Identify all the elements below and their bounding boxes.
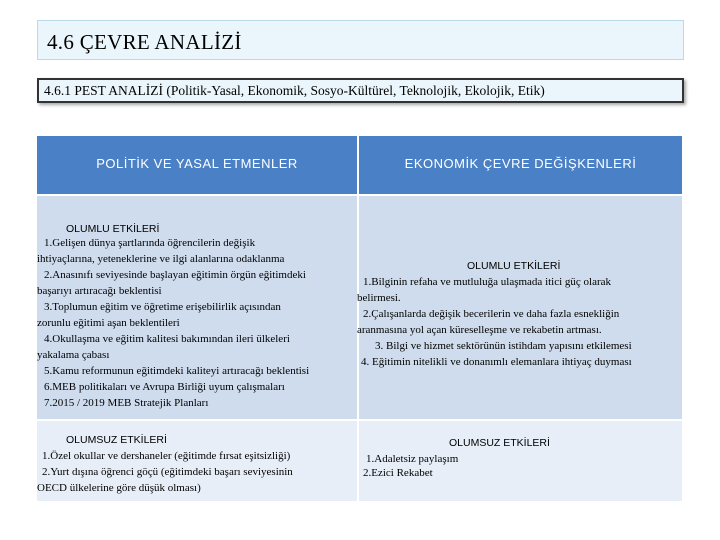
section-title-box [37, 20, 684, 60]
politik-positive-line: 1.Gelişen dünya şartlarında öğrencilerin değişik [44, 237, 256, 249]
ekonomik-positive-line: belirmesi. [357, 292, 401, 304]
politik-positive-line: 5.Kamu reformunun eğitimdeki kaliteyi artıracağı beklentisi [44, 365, 310, 377]
politik-positive-line: 7.2015 / 2019 MEB Stratejik Planları [44, 397, 209, 409]
subsection-title-box [37, 78, 684, 103]
ekonomik-positive-heading: OLUMLU ETKİLERİ [467, 260, 561, 272]
ekonomik-positive-line: 1.Bilginin refaha ve mutluluğa ulaşmada itici güç olarak [363, 276, 612, 288]
ekonomik-positive-line: aranmasına yol açan küreselleşme ve rekabetin artması. [357, 324, 602, 336]
politik-positive-line: 2.Anasınıfı seviyesinde başlayan eğitimin örgün eğitimdeki [44, 269, 306, 281]
ekonomik-positive-line: 3. Bilgi ve hizmet sektörünün istihdam yapısını etkilemesi [375, 340, 632, 352]
ekonomik-positive-line: 4. Eğitimin nitelikli ve donanımlı elemanlara ihtiyaç duyması [361, 356, 632, 368]
politik-positive-heading: OLUMLU ETKİLERİ [66, 223, 160, 235]
politik-positive-line: ihtiyaçlarına, yeteneklerine ve ilgi alanlarına odaklanma [37, 253, 285, 265]
ekonomik-negative-line: 2.Ezici Rekabet [363, 467, 433, 479]
ekonomik-negative-line: 1.Adaletsiz paylaşım [366, 453, 459, 465]
ekonomik-header-label: EKONOMİK ÇEVRE DEĞİŞKENLERİ [404, 156, 637, 171]
subsection-title: 4.6.1 PEST ANALİZİ (Politik-Yasal, Ekonomik, Sosyo-Kültürel, Teknolojik, Ekolojik, Etik) [44, 83, 545, 98]
politik-negative-heading: OLUMSUZ ETKİLERİ [66, 434, 167, 446]
politik-negative-line: 2.Yurt dışına öğrenci göçü (eğitimdeki başarı seviyesinin [42, 466, 293, 478]
politik-positive-line: zorunlu eğitimi aşan beklentileri [37, 317, 180, 329]
politik-header-cell [37, 136, 357, 194]
politik-header-label: POLİTİK VE YASAL ETMENLER [96, 156, 298, 171]
ekonomik-positive-line: 2.Çalışanlarda değişik becerilerin ve daha fazla esnekliğin [363, 308, 620, 320]
politik-positive-line: 3.Toplumun eğitim ve öğretime erişebilirlik açısından [44, 301, 281, 313]
ekonomik-negative-heading: OLUMSUZ ETKİLERİ [449, 437, 550, 449]
politik-positive-line: 4.Okullaşma ve eğitim kalitesi bakımından ileri ülkeleri [44, 333, 290, 345]
ekonomik-header-cell [359, 136, 682, 194]
politik-negative-line: 1.Özel okullar ve dershaneler (eğitimde fırsat eşitsizliği) [42, 450, 291, 462]
politik-positive-line: başarıyı artıracağı beklentisi [37, 285, 162, 297]
section-title: 4.6 ÇEVRE ANALİZİ [47, 30, 242, 54]
politik-negative-line: OECD ülkelerine göre düşük olması) [37, 482, 201, 494]
politik-positive-line: 6.MEB politikaları ve Avrupa Birliği uyum çalışmaları [44, 381, 285, 393]
politik-positive-line: yakalama çabası [37, 349, 110, 361]
